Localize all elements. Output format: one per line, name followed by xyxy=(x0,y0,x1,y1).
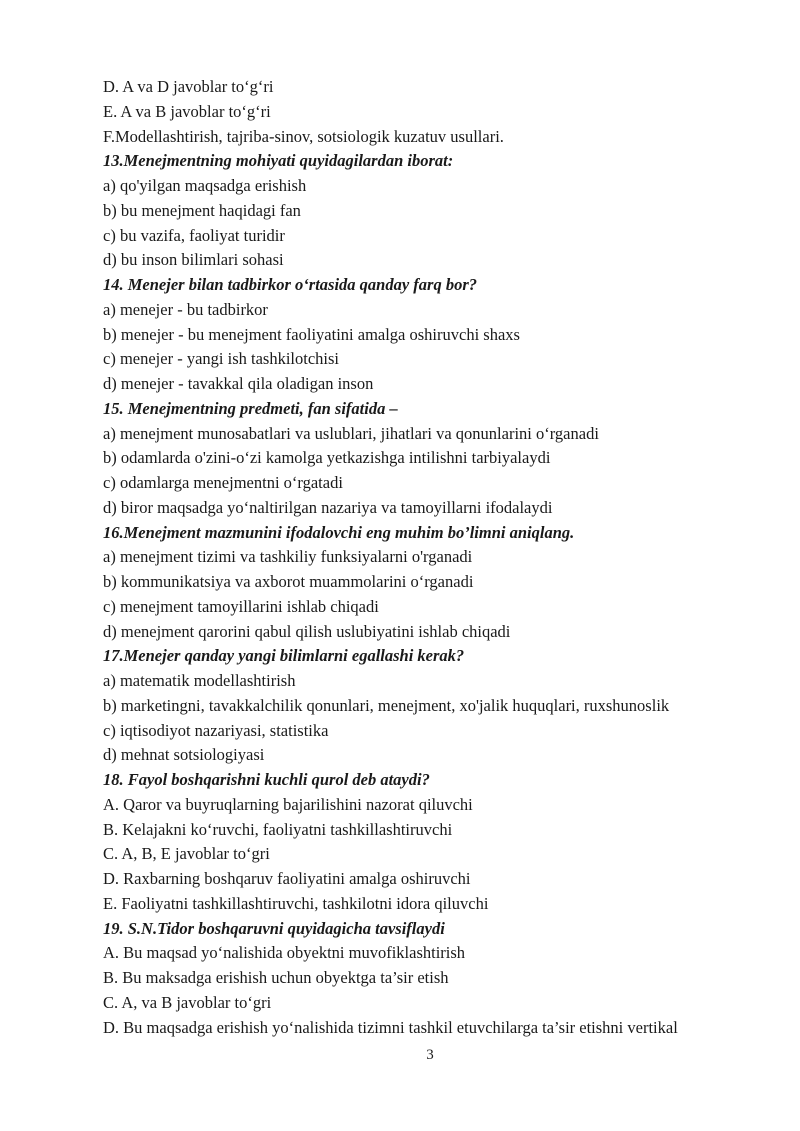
answer-option: b) marketingni, tavakkalchilik qonunlari, menejment, xo'jalik huquqlari, ruxshunoslik xyxy=(103,695,670,715)
answer-option: d) bu inson bilimlari sohasi xyxy=(103,250,284,270)
answer-option: c) bu vazifa, faoliyat turidir xyxy=(103,225,285,245)
answer-option: A. Qaror va buyruqlarning bajarilishini nazorat qiluvchi xyxy=(103,794,473,814)
answer-option: F.Modellashtirish, tajriba-sinov, sotsiologik kuzatuv usullari. xyxy=(103,126,504,146)
question-heading: 16.Menejment mazmunini ifodalovchi eng muhim bo’limni aniqlang. xyxy=(103,522,575,542)
question-heading: 14. Menejer bilan tadbirkor o‘rtasida qanday farq bor? xyxy=(103,275,478,294)
answer-option: D. Raxbarning boshqaruv faoliyatini amalga oshiruvchi xyxy=(103,869,471,888)
answer-option: d) biror maqsadga yo‘naltirilgan nazariya va tamoyillarni ifodalaydi xyxy=(103,497,553,517)
question-heading: 19. S.N.Tidor boshqaruvni quyidagicha tavsiflaydi xyxy=(103,918,445,938)
question-heading: 18. Fayol boshqarishni kuchli qurol deb ataydi? xyxy=(103,770,430,789)
question-heading: 15. Menejmentning predmeti, fan sifatida – xyxy=(103,398,398,418)
answer-option: b) bu menejment haqidagi fan xyxy=(103,200,301,220)
answer-option: d) menejer - tavakkal qila oladigan inson xyxy=(103,374,374,393)
answer-option: a) menejer - bu tadbirkor xyxy=(103,299,268,319)
answer-option: D. A va D javoblar to‘g‘ri xyxy=(103,77,274,96)
answer-option: E. A va B javoblar to‘g‘ri xyxy=(103,101,271,121)
answer-option: b) menejer - bu menejment faoliyatini amalga oshiruvchi shaxs xyxy=(103,324,520,344)
answer-option: B. Bu maksadga erishish uchun obyektga ta’sir etish xyxy=(103,968,449,987)
answer-option: a) menejment munosabatlari va uslublari, jihatlari va qonunlarini o‘rganadi xyxy=(103,423,599,443)
answer-option: a) menejment tizimi va tashkiliy funksiyalarni o'rganadi xyxy=(103,547,473,567)
document-body xyxy=(103,75,783,1040)
answer-option: d) mehnat sotsiologiyasi xyxy=(103,745,265,765)
answer-option: b) kommunikatsiya va axborot muammolarini o‘rganadi xyxy=(103,572,474,591)
answer-option: C. A, va B javoblar to‘gri xyxy=(103,992,272,1012)
answer-option: a) matematik modellashtirish xyxy=(103,671,296,690)
answer-option: c) menejment tamoyillarini ishlab chiqadi xyxy=(103,596,379,616)
page-number: 3 xyxy=(426,1047,434,1063)
answer-option: d) menejment qarorini qabul qilish uslubiyatini ishlab chiqadi xyxy=(103,621,511,641)
answer-option: b) odamlarda o'zini-o‘zi kamolga yetkazishga intilishni tarbiyalaydi xyxy=(103,448,551,468)
answer-option: c) odamlarga menejmentni o‘rgatadi xyxy=(103,473,343,492)
answer-option: c) iqtisodiyot nazariyasi, statistika xyxy=(103,720,329,740)
answer-option: c) menejer - yangi ish tashkilotchisi xyxy=(103,349,339,369)
answer-option: E. Faoliyatni tashkillashtiruvchi, tashkilotni idora qiluvchi xyxy=(103,893,489,913)
answer-option: C. A, B, E javoblar to‘gri xyxy=(103,844,270,864)
answer-option: B. Kelajakni ko‘ruvchi, faoliyatni tashkillashtiruvchi xyxy=(103,819,453,839)
question-heading: 13.Menejmentning mohiyati quyidagilardan iborat: xyxy=(103,151,454,171)
answer-option: a) qo'yilgan maqsadga erishish xyxy=(103,176,307,195)
answer-option: D. Bu maqsadga erishish yo‘nalishida tizimni tashkil etuvchilarga ta’sir etishni vertikal xyxy=(103,1017,678,1037)
answer-option: A. Bu maqsad yo‘nalishida obyektni muvofiklashtirish xyxy=(103,943,466,963)
question-heading: 17.Menejer qanday yangi bilimlarni egallashi kerak? xyxy=(103,646,465,666)
